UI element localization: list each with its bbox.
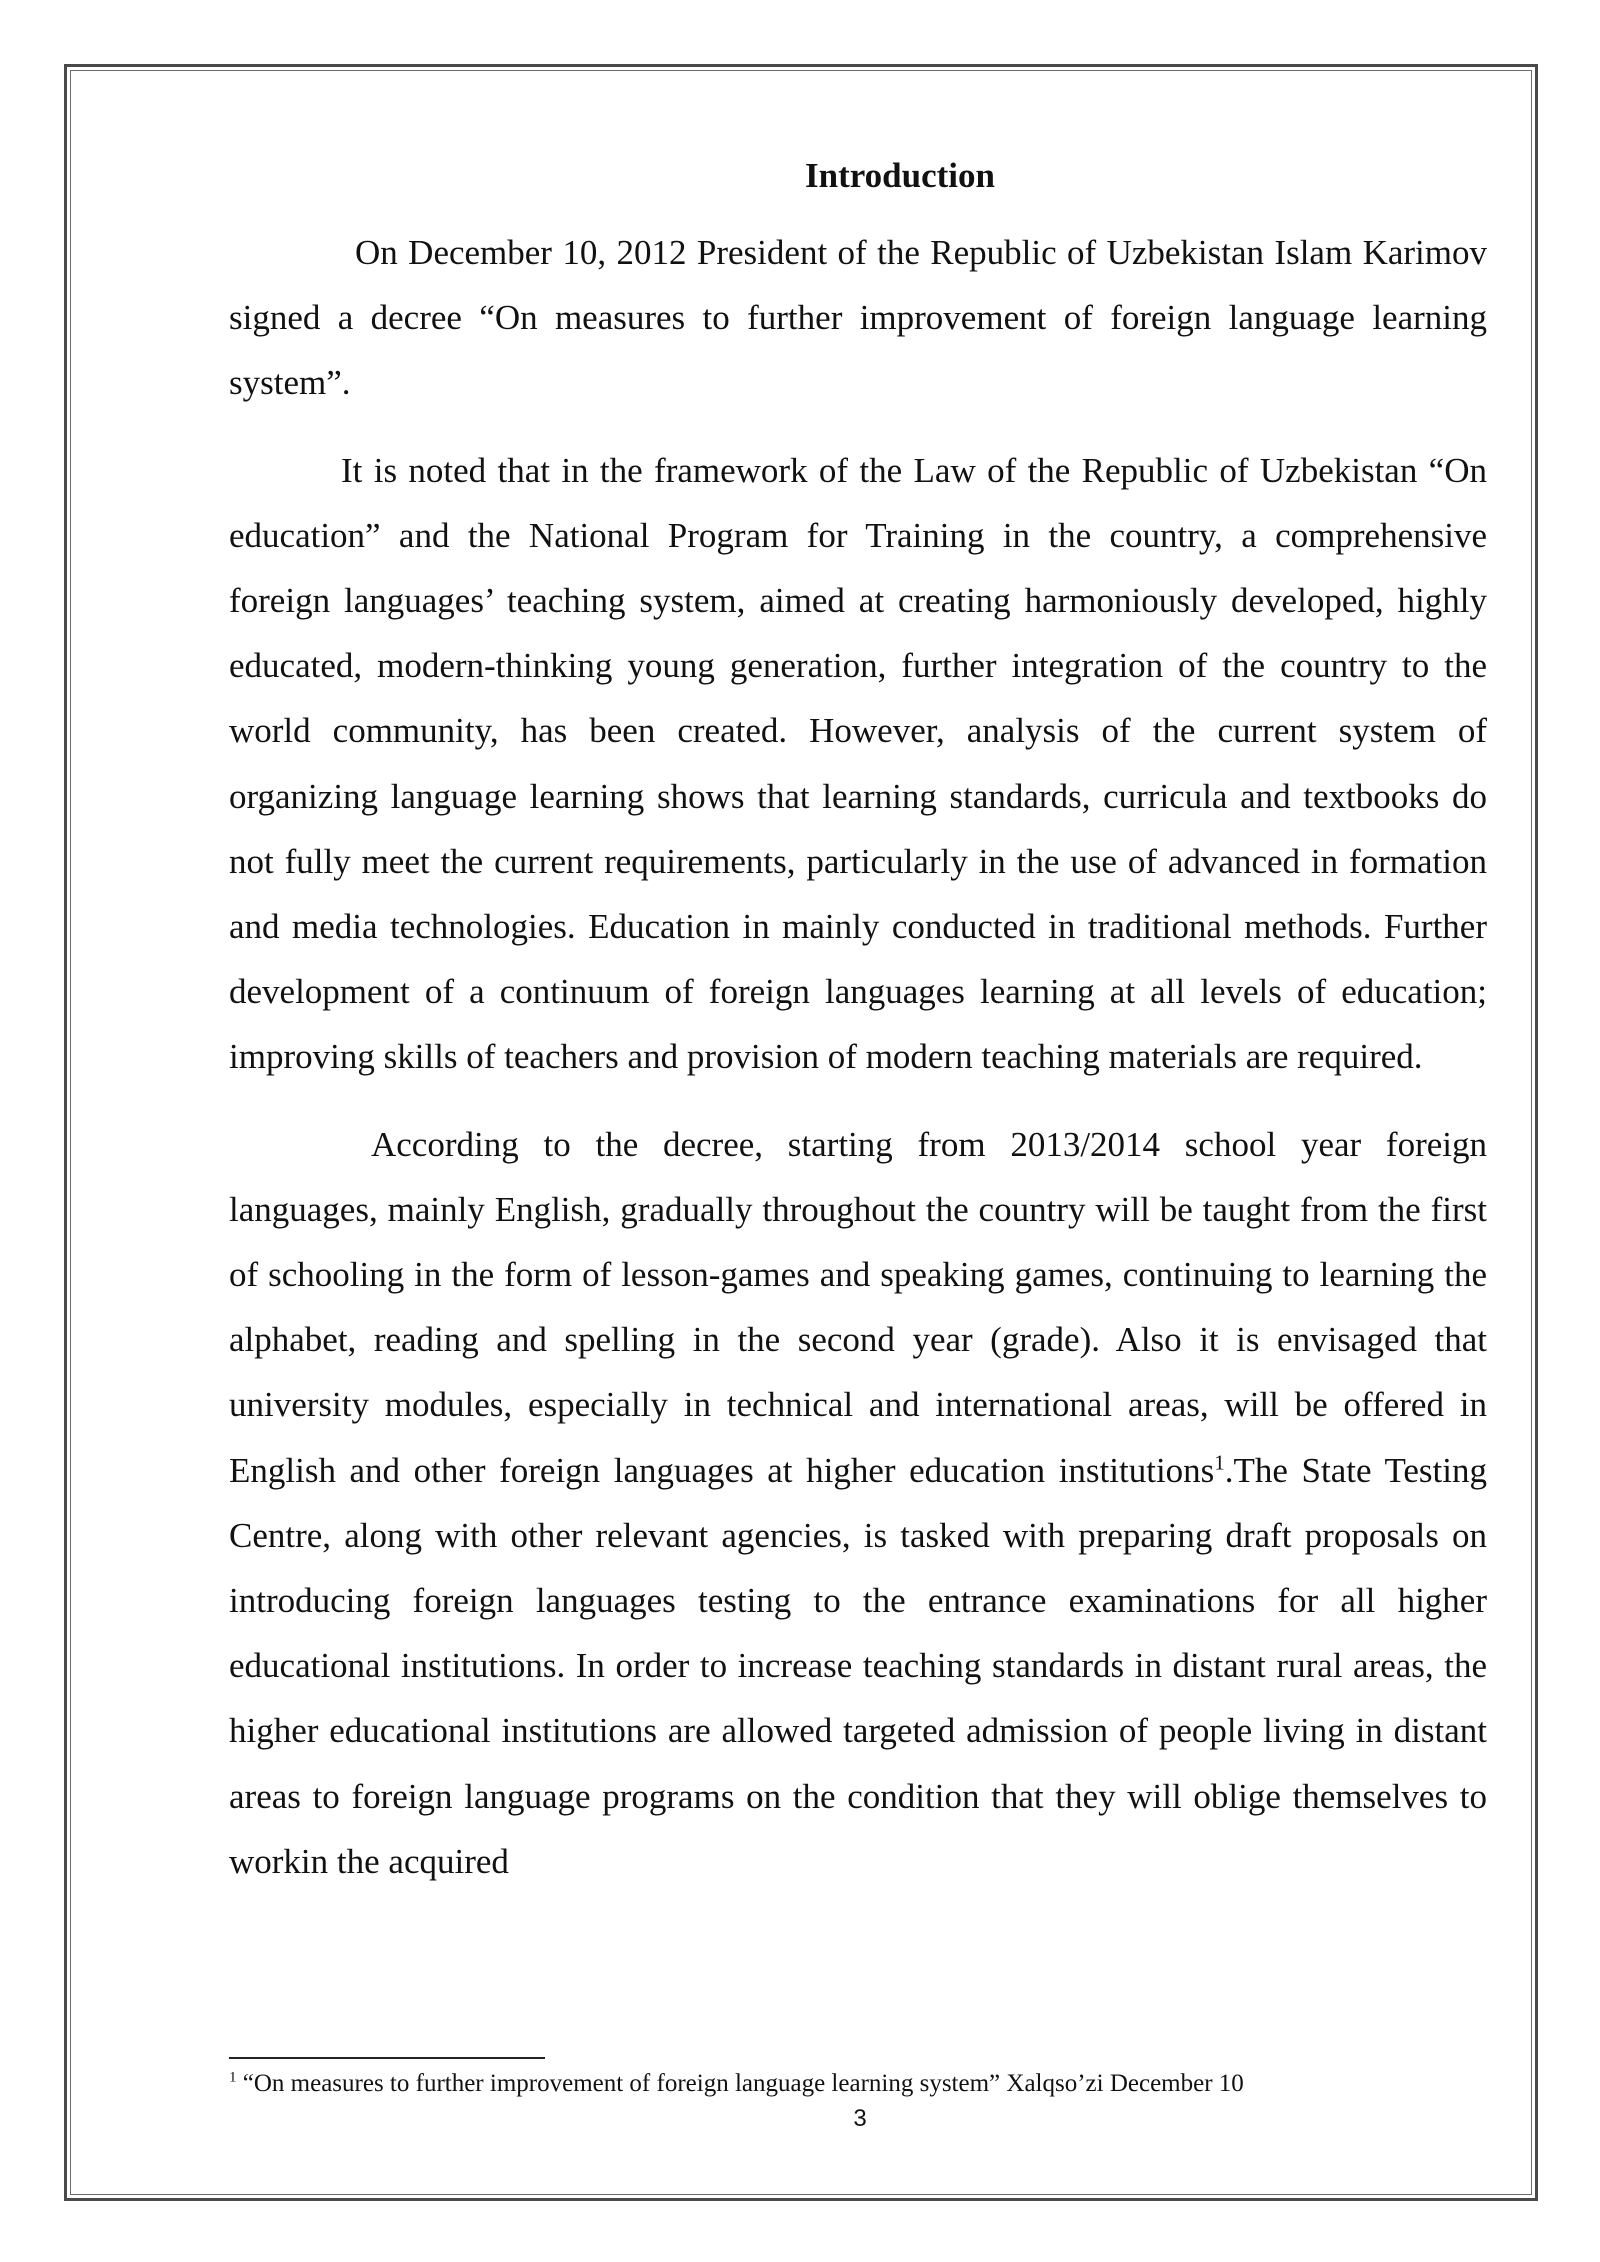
paragraph-framework: It is noted that in the framework of the Law of the Republic of Uzbekistan “On education” and the National Program for Training in the country, a comprehensive foreign languages’ teaching system, aimed at creating harmoniously developed, highly educated, modern-thinking young generation, further integration of the country to the world community, has been created. However, analysis of the current system of organizing language learning shows that learning standards, curricula and textbooks do not fully meet the current requirements, particularly in the use of advanced in formation and media technologies. Education in mainly conducted in traditional methods. Further development of a continuum of foreign languages learning at all levels of education; improving skills of teachers and provision of modern teaching materials are required.: [229, 450, 1487, 1077]
footnote-reference[interactable]: 1: [1214, 1450, 1225, 1474]
page-number: 3: [853, 2105, 867, 2132]
paragraph-text-part-2: .The State Testing Centre, along with other relevant agencies, is tasked with preparing draft proposals on introducing foreign languages testing to the entrance examinations for all higher educational institutions. In order to increase teaching standards in distant rural areas, the higher educational institutions are allowed targeted admission of people living in distant areas to foreign language programs on the condition that they will oblige themselves to workin the acquired: [229, 1450, 1487, 1881]
document-body: [229, 140, 1487, 1916]
footnote-mark: 1: [229, 2069, 237, 2086]
footnote: [229, 2067, 1487, 2101]
footnote-text: “On measures to further improvement of foreign language learning system” Xalqso’zi December 10: [236, 2070, 1244, 2097]
paragraph-text-part-1: According to the decree, starting from 2013/2014 school year foreign languages, mainly English, gradually throughout the country will be taught from the first of schooling in the form of lesson-games and speaking games, continuing to learning the alphabet, reading and spelling in the second year (grade). Also it is envisaged that university modules, especially in technical and international areas, will be offered in English and other foreign languages at higher education institutions: [229, 1124, 1487, 1490]
footnote-separator: [229, 2057, 545, 2059]
paragraph-decree: On December 10, 2012 President of the Republic of Uzbekistan Islam Karimov signed a decree “On measures to further improvement of foreign language learning system”.: [229, 233, 1487, 403]
paragraph-according-to-decree: [229, 1112, 1487, 1894]
page-title: Introduction: [805, 156, 995, 195]
